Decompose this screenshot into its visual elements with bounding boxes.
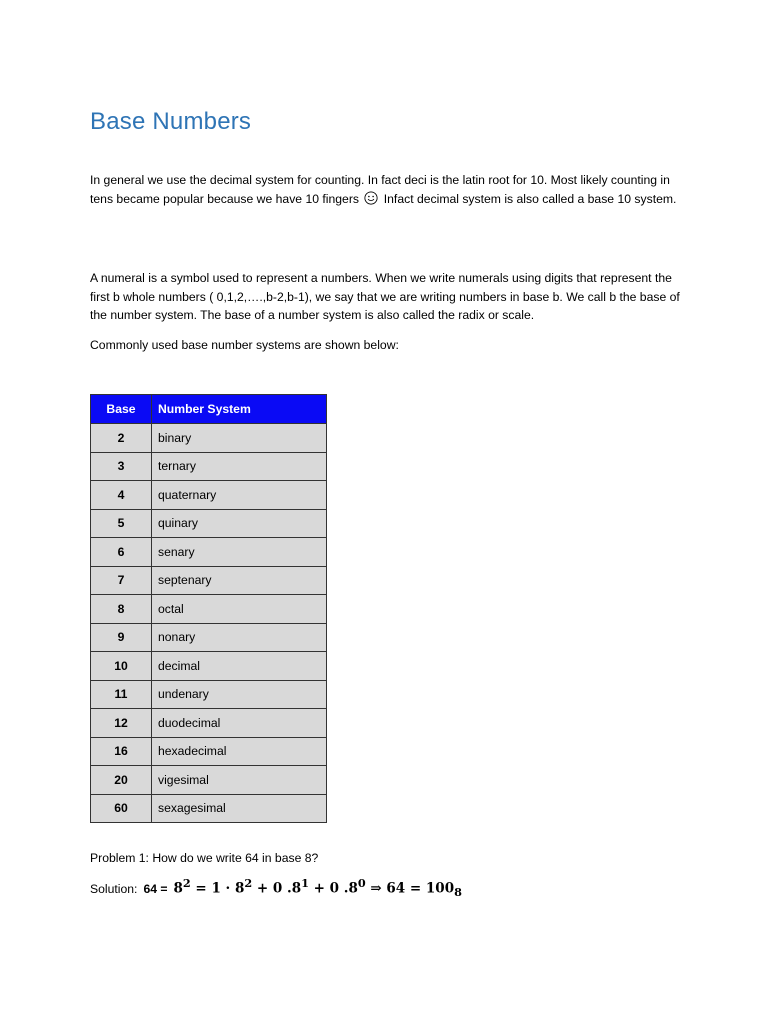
base-cell: 16 <box>91 737 152 766</box>
system-cell: septenary <box>152 566 327 595</box>
eq-exponent: 1 <box>301 876 309 890</box>
solution-label: Solution: <box>90 881 138 896</box>
base-cell: 3 <box>91 452 152 481</box>
table-row <box>91 766 327 795</box>
base-cell: 4 <box>91 481 152 510</box>
eq-term: + 0 . <box>252 880 292 897</box>
system-cell: undenary <box>152 680 327 709</box>
smiley-face-icon <box>364 191 378 205</box>
eq-result: 100 <box>425 880 455 897</box>
base-cell: 11 <box>91 680 152 709</box>
base-cell: 2 <box>91 424 152 453</box>
eq-term: = <box>190 880 212 897</box>
solution-line <box>90 876 462 899</box>
eq-subscript: 8 <box>454 885 462 900</box>
system-cell: nonary <box>152 623 327 652</box>
eq-term: 8 <box>234 880 245 897</box>
page-title: Base Numbers <box>90 108 252 135</box>
system-cell: duodecimal <box>152 709 327 738</box>
table-row <box>91 424 327 453</box>
table-row <box>91 737 327 766</box>
base-cell: 20 <box>91 766 152 795</box>
base-cell: 9 <box>91 623 152 652</box>
system-cell: senary <box>152 538 327 567</box>
table-row <box>91 680 327 709</box>
system-cell: ternary <box>152 452 327 481</box>
system-cell: vigesimal <box>152 766 327 795</box>
table-row <box>91 652 327 681</box>
base-cell: 60 <box>91 794 152 823</box>
table-row <box>91 595 327 624</box>
base-cell: 5 <box>91 509 152 538</box>
base-cell: 7 <box>91 566 152 595</box>
table-row <box>91 481 327 510</box>
table-row <box>91 452 327 481</box>
eq-term: + 0 . <box>308 880 349 897</box>
eq-term: 8 <box>291 880 302 897</box>
base-cell: 10 <box>91 652 152 681</box>
system-cell: sexagesimal <box>152 794 327 823</box>
eq-term: ⇒ 64 = <box>365 880 426 897</box>
table-row <box>91 794 327 823</box>
system-cell: decimal <box>152 652 327 681</box>
table-row <box>91 509 327 538</box>
numeral-paragraph: A numeral is a symbol used to represent a numbers. When we write numerals using digits that represent the first b whole numbers ( 0,1,2,….,b-2,b-1), we say that we are writing numbers in base b. We call b the base of the number system. The base of a number system is also called the radix or scale. <box>90 271 680 322</box>
system-cell: binary <box>152 424 327 453</box>
system-cell: octal <box>152 595 327 624</box>
base-cell: 12 <box>91 709 152 738</box>
table-row <box>91 623 327 652</box>
intro-paragraph <box>90 171 690 209</box>
intro-text-part2: Infact decimal system is also called a base 10 system. <box>383 192 677 206</box>
table-row <box>91 566 327 595</box>
system-cell: quinary <box>152 509 327 538</box>
intro-text-part1: In general we use the decimal system for counting. In fact deci is the latin root for 10. Most likely counting in tens became popular because we have 10 fingers <box>90 173 670 206</box>
header-base: Base <box>91 395 152 424</box>
base-cell: 8 <box>91 595 152 624</box>
eq-exponent: 0 <box>357 876 366 890</box>
system-cell: quaternary <box>152 481 327 510</box>
system-cell: hexadecimal <box>152 737 327 766</box>
table-intro-paragraph: Commonly used base number systems are shown below: <box>90 338 399 352</box>
base-cell: 6 <box>91 538 152 567</box>
header-number-system: Number System <box>152 395 327 424</box>
table-header-row <box>91 395 327 424</box>
table-row <box>91 709 327 738</box>
solution-equation <box>174 876 462 899</box>
eq-term: 8 <box>348 880 358 897</box>
eq-exponent: 2 <box>244 876 253 890</box>
solution-lhs: 64 = <box>143 881 168 896</box>
table-row <box>91 538 327 567</box>
eq-exponent: 2 <box>182 876 191 890</box>
base-systems-table <box>90 394 327 823</box>
problem-statement: Problem 1: How do we write 64 in base 8? <box>90 851 319 865</box>
eq-term: 1 · <box>211 880 235 897</box>
eq-term: 8 <box>173 880 183 897</box>
